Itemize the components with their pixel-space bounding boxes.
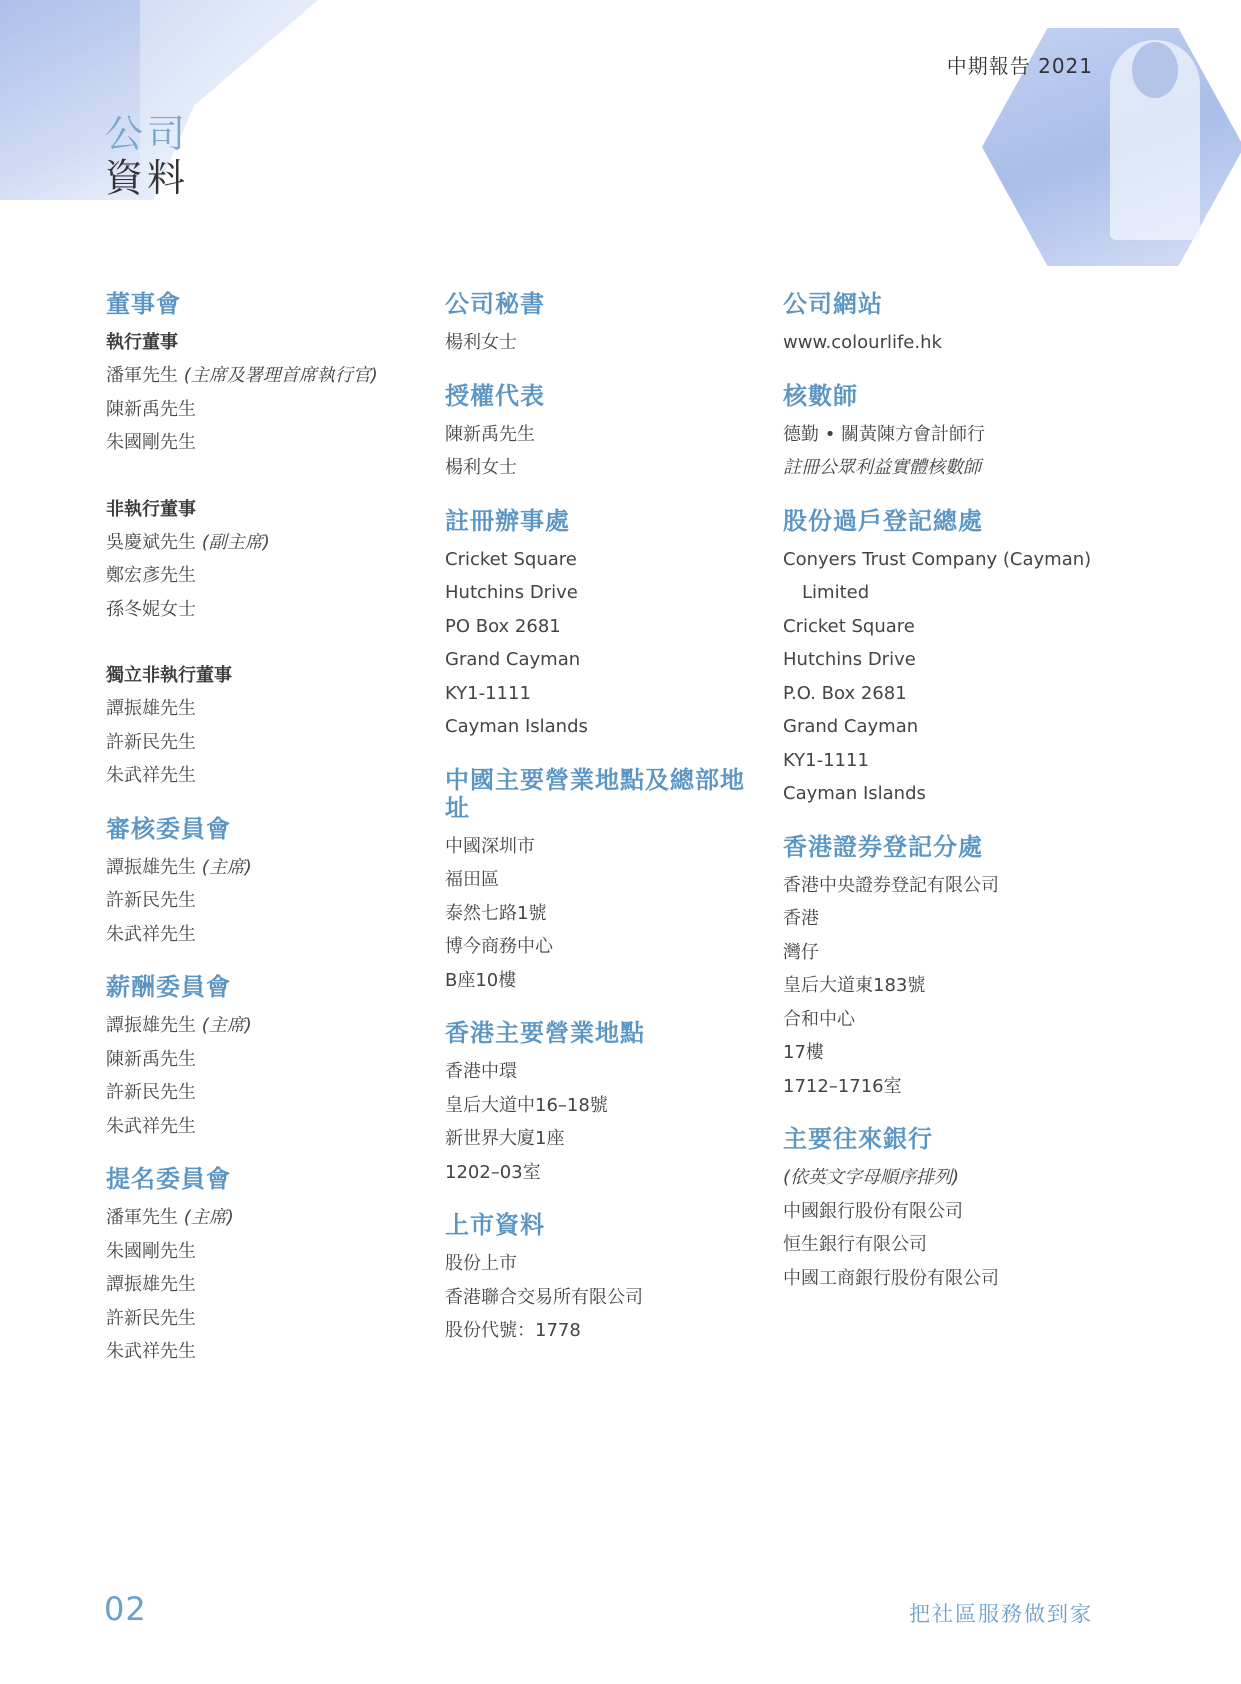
list-item: 註冊公眾利益實體核數師 (783, 457, 981, 478)
list-item: 陳新禹先生 (106, 398, 196, 420)
section-title: 授權代表 (445, 381, 545, 410)
list-item: Grand Cayman (783, 716, 919, 737)
list-item: 楊利女士 (445, 457, 517, 478)
list-item: 新世界大廈1座 (445, 1128, 565, 1149)
list-item: KY1-1111 (783, 749, 869, 771)
list-item: PO Box 2681 (445, 615, 561, 637)
list-item: 朱武祥先生 (106, 765, 196, 786)
list-item: 朱武祥先生 (106, 1115, 196, 1137)
list-item: 香港 (783, 908, 819, 929)
list-item: Hutchins Drive (783, 649, 916, 670)
list-item: Grand Cayman (445, 649, 581, 670)
column-3 (783, 290, 1103, 1317)
list-item: KY1-1111 (445, 682, 531, 704)
nomination-committee-section (106, 1165, 416, 1369)
list-item: 許新民先生 (106, 731, 196, 753)
report-title: 中期報告 2021 (946, 54, 1093, 78)
list-item: Cayman Islands (445, 716, 588, 737)
list-item: 陳新禹先生 (445, 423, 535, 445)
list-item: 中國工商銀行股份有限公司 (783, 1267, 999, 1289)
authorised-representatives-section (445, 382, 760, 485)
section-title: 香港證券登記分處 (783, 832, 983, 861)
registered-office-section (445, 507, 760, 744)
list-item: Cricket Square (445, 548, 577, 570)
section-title: 註冊辦事處 (445, 506, 570, 535)
list-item: 股份代號：1778 (445, 1320, 581, 1341)
list-item: P.O. Box 2681 (783, 682, 907, 704)
hk-registrar-section (783, 833, 1103, 1104)
website-link[interactable]: www.colourlife.hk (783, 332, 942, 353)
list-item: 譚振雄先生 (主席) (106, 856, 252, 878)
list-item: 譚振雄先生 (主席) (106, 1015, 252, 1036)
list-item: 香港中央證券登記有限公司 (783, 874, 999, 896)
list-item: 皇后大道東183號 (783, 975, 926, 996)
list-item: 香港聯合交易所有限公司 (445, 1286, 643, 1308)
section-title: 董事會 (106, 290, 181, 318)
section-title: 中國主要營業地點及總部地 址 (445, 765, 745, 822)
page-title-line2: 資料 (105, 156, 190, 200)
list-item: Cayman Islands (783, 783, 926, 804)
auditor-section (783, 382, 1103, 485)
list-item: Limited (802, 582, 870, 603)
list-item: 孫冬妮女士 (106, 598, 196, 620)
list-item: 灣仔 (783, 941, 819, 963)
list-item: B座10樓 (445, 969, 517, 991)
column-1 (106, 290, 416, 1391)
page-number: 02 (104, 1590, 147, 1628)
list-item: 博今商務中心 (445, 936, 553, 957)
list-item: 吳慶斌先生 (副主席) (106, 531, 270, 553)
list-item: 許新民先生 (106, 890, 196, 911)
section-title: 主要往來銀行 (783, 1125, 933, 1153)
sub-title: 執行董事 (106, 332, 178, 353)
list-note: (依英文字母順序排列) (783, 1167, 960, 1188)
list-item: Hutchins Drive (445, 582, 578, 603)
list-item: 中國深圳市 (445, 835, 535, 857)
section-title: 公司秘書 (445, 290, 545, 318)
list-item: 皇后大道中16–18號 (445, 1094, 608, 1116)
list-item: 中國銀行股份有限公司 (783, 1200, 963, 1222)
list-item: 朱武祥先生 (106, 1341, 196, 1362)
list-item: 鄭宏彥先生 (106, 565, 196, 586)
list-item: Conyers Trust Company (Cayman) (783, 548, 1092, 570)
principal-bankers-section (783, 1125, 1103, 1295)
list-item: 福田區 (445, 869, 499, 890)
list-item: 股份上市 (445, 1253, 517, 1274)
list-item: 1712–1716室 (783, 1075, 902, 1097)
list-item: 許新民先生 (106, 1082, 196, 1103)
sub-title: 獨立非執行董事 (106, 665, 232, 686)
website-section (783, 290, 1103, 360)
footer-slogan: 把社區服務做到家 (909, 1602, 1093, 1626)
list-item: Cricket Square (783, 615, 915, 637)
sub-title: 非執行董事 (106, 498, 196, 520)
hk-office-section (445, 1019, 760, 1189)
section-title: 審核委員會 (106, 814, 231, 843)
list-item: 潘軍先生 (主席及署理首席執行官) (106, 365, 378, 386)
page-title-line1: 公司 (105, 112, 190, 156)
section-title: 核數師 (783, 381, 858, 410)
section-title: 提名委員會 (106, 1165, 231, 1193)
list-item: 譚振雄先生 (106, 1274, 196, 1295)
column-2 (445, 290, 760, 1370)
board-section (106, 290, 416, 793)
prc-office-section (445, 766, 760, 998)
list-item: 楊利女士 (445, 332, 517, 353)
page-title (105, 112, 189, 200)
list-item: 17樓 (783, 1042, 824, 1063)
list-item: 合和中心 (783, 1008, 855, 1030)
principal-registrar-section (783, 507, 1103, 811)
remuneration-committee-section (106, 973, 416, 1143)
list-item: 朱武祥先生 (106, 923, 196, 945)
section-title: 薪酬委員會 (106, 973, 231, 1001)
audit-committee-section (106, 815, 416, 952)
company-secretary-section (445, 290, 760, 360)
list-item: 德勤 • 關黃陳方會計師行 (783, 423, 986, 445)
list-item: 朱國剛先生 (106, 1240, 196, 1262)
listing-info-section (445, 1211, 760, 1348)
list-item: 香港中環 (445, 1061, 517, 1082)
list-item: 潘軍先生 (主席) (106, 1207, 234, 1228)
list-item: 泰然七路1號 (445, 902, 547, 924)
list-item: 1202–03室 (445, 1161, 541, 1183)
section-title: 香港主要營業地點 (445, 1019, 645, 1047)
list-item: 陳新禹先生 (106, 1048, 196, 1070)
section-title: 公司網站 (783, 290, 883, 318)
list-item: 譚振雄先生 (106, 698, 196, 719)
section-title: 上市資料 (445, 1211, 545, 1239)
list-item: 朱國剛先生 (106, 432, 196, 453)
list-item: 許新民先生 (106, 1307, 196, 1329)
photo-figure-head (1132, 42, 1178, 98)
list-item: 恒生銀行有限公司 (783, 1234, 927, 1255)
section-title: 股份過戶登記總處 (783, 506, 983, 535)
